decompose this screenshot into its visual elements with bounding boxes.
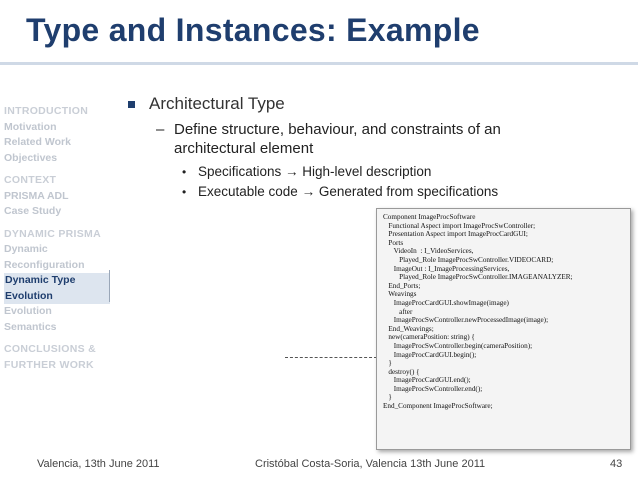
page-number: 43 (610, 458, 623, 470)
bullet-define-structure-line1: Define structure, behaviour, and constraints of an (174, 121, 501, 138)
code-line: } (383, 359, 392, 368)
code-line: ImageOut : I_ImageProcessingServices, (383, 264, 510, 273)
dot-bullet-icon: • (182, 185, 187, 199)
sidebar-item-objectives[interactable]: Objectives (4, 151, 58, 164)
code-line: Functional Aspect import ImageProcSwController; (383, 221, 536, 230)
sidebar-item-reconfiguration[interactable]: Reconfiguration (4, 258, 85, 271)
slide-content (126, 94, 626, 201)
bullet-level3-executable (182, 183, 626, 201)
sidebar-item-evolution-active[interactable]: Evolution (4, 289, 110, 305)
sidebar-item-prisma-adl[interactable]: PRISMA ADL (4, 189, 69, 202)
code-line: Presentation Aspect import ImageProcCardGUI; (383, 230, 528, 239)
code-line: Component ImageProcSoftware (383, 213, 476, 221)
code-line: ImageProcCardGUI.begin(); (383, 350, 477, 359)
code-line: ImageProcSwController.begin(cameraPosition); (383, 341, 533, 350)
code-line: End_Weavings; (383, 324, 434, 333)
sidebar-item-evolution[interactable]: Evolution (4, 305, 52, 317)
sidebar-item-dynamic[interactable]: Dynamic (4, 243, 48, 255)
code-line: ImageProcSwController.newProcessedImage(image); (383, 316, 549, 325)
sidebar-group-introduction (4, 104, 110, 166)
bullet-level2 (156, 120, 626, 158)
sidebar-head-introduction[interactable]: INTRODUCTION (4, 105, 89, 117)
dot-bullet-icon: • (182, 165, 187, 179)
code-line: VideoIn : I_VideoServices, (383, 247, 474, 256)
sidebar-nav (4, 104, 110, 380)
code-line: ImageProcCardGUI.end(); (383, 376, 471, 385)
bullet-specifications: Specifications → High-level description (198, 164, 432, 179)
code-line: } (383, 393, 392, 402)
bullet-level1 (126, 94, 626, 114)
title-divider (0, 62, 638, 65)
sidebar-item-semantics[interactable]: Semantics (4, 320, 57, 333)
code-listing (376, 208, 631, 450)
code-line: Played_Role ImageProcSwController.IMAGEANALYZER; (383, 273, 573, 282)
code-line: Played_Role ImageProcSwController.VIDEOCARD; (383, 255, 554, 264)
dashed-connector-line (285, 357, 377, 358)
code-line: Ports (383, 238, 404, 247)
sidebar-head-dynamic-prisma[interactable]: DYNAMIC PRISMA (4, 227, 101, 240)
sidebar-group-dynamic-prisma (4, 227, 110, 336)
sidebar-head-further-work[interactable]: FURTHER WORK (4, 358, 94, 371)
sidebar-active-marker (109, 270, 110, 302)
code-line: End_Ports; (383, 281, 421, 290)
code-line: new(cameraPosition: string) { (383, 333, 475, 342)
code-line: destroy() { (383, 367, 420, 376)
dash-bullet-icon: – (156, 121, 165, 138)
sidebar-item-case-study[interactable]: Case Study (4, 205, 62, 217)
code-line: ImageProcCardGUI.showImage(image) (383, 298, 509, 307)
bullet-level3-specifications (182, 163, 626, 181)
footer-left: Valencia, 13th June 2011 (37, 458, 160, 470)
sidebar-head-conclusions[interactable]: CONCLUSIONS & (4, 343, 96, 355)
sidebar-item-dynamic-type-active[interactable]: Dynamic Type (4, 273, 110, 289)
code-line: Weavings (383, 290, 417, 299)
code-line: ImageProcSwController.end(); (383, 384, 483, 393)
footer-center: Cristóbal Costa-Soria, Valencia 13th June 2011 (255, 458, 486, 470)
code-line: End_Component ImageProcSoftware; (383, 402, 493, 411)
bullet-define-structure-line2: architectural element (174, 140, 314, 157)
slide-title: Type and Instances: Example (26, 12, 480, 48)
bullet-architectural-type: Architectural Type (149, 94, 285, 113)
sidebar-head-context[interactable]: CONTEXT (4, 174, 57, 186)
sidebar-item-motivation[interactable]: Motivation (4, 120, 57, 133)
sidebar-group-context (4, 173, 110, 220)
square-bullet-icon (128, 101, 135, 108)
bullet-define-structure (174, 120, 501, 158)
sidebar-item-related-work[interactable]: Related Work (4, 136, 71, 148)
sidebar-group-conclusions (4, 342, 110, 373)
bullet-executable-code: Executable code → Generated from specifications (198, 184, 499, 199)
code-line: after (383, 307, 413, 316)
